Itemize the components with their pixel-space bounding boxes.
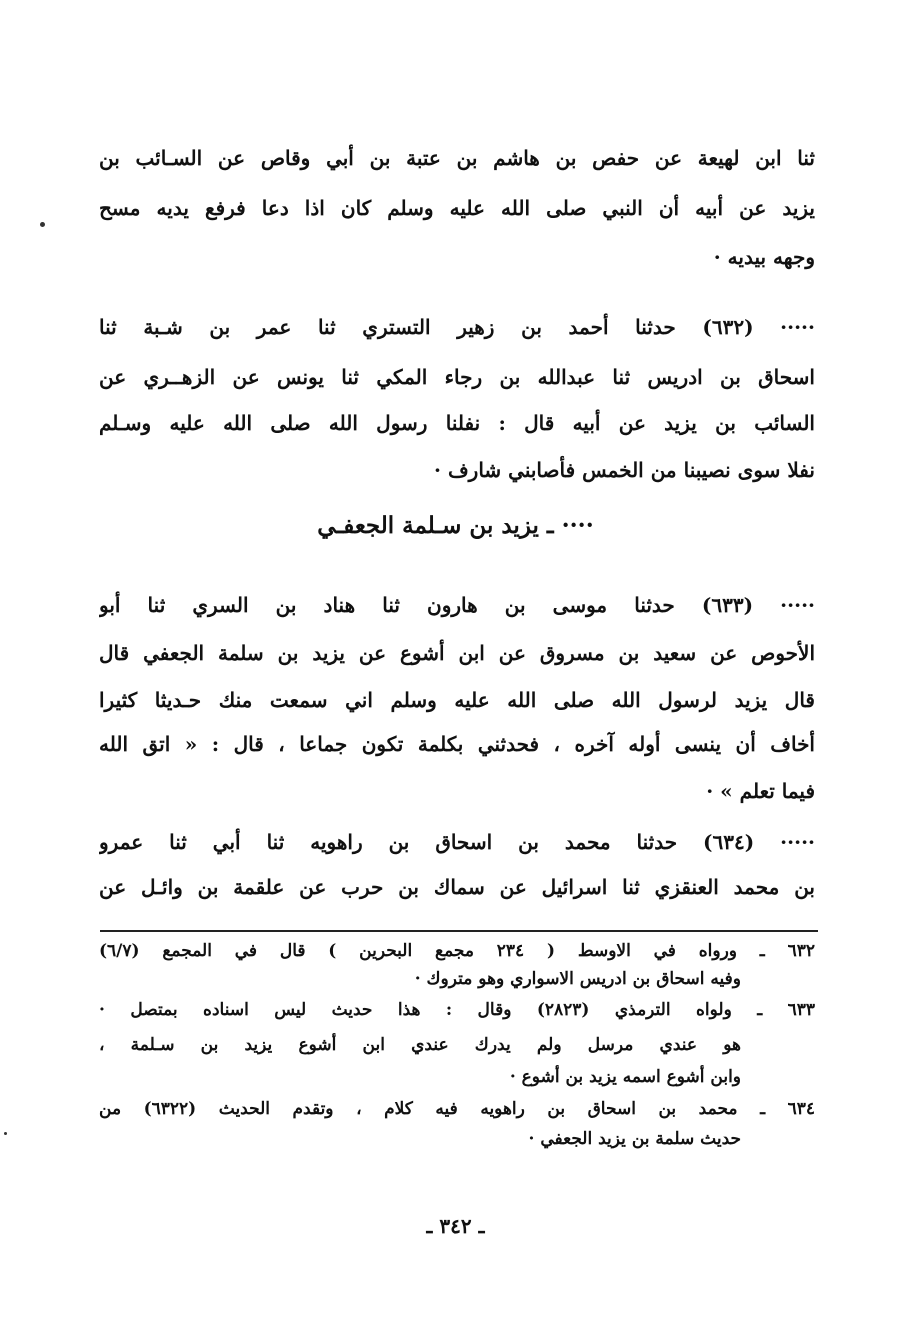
scan-speck xyxy=(40,222,45,227)
footnote-line: ٦٣٤ ـ محمد بن اسحاق بن راهويه فيه كلام ، وتقدم الحديث (٦٣٢٢) من xyxy=(99,1099,815,1119)
text-line: ····· (٦٣٣) حدثنا موسى بن هارون ثنا هناد بن السري ثنا أبو xyxy=(99,593,815,617)
footnote-separator xyxy=(100,930,818,932)
footnote-line: وابن أشوع اسمه يزيد بن أشوع · xyxy=(509,1067,741,1087)
footnote-line: حديث سلمة بن يزيد الجعفي · xyxy=(528,1129,741,1149)
footnote-line: هو عندي مرسل ولم يدرك عندي ابن أشوع يزيد بن سـلمة ، xyxy=(99,1035,741,1055)
footnote-line: وفيه اسحاق بن ادريس الاسواري وهو متروك · xyxy=(414,969,741,989)
text-line: وجهه بيديه · xyxy=(713,245,815,269)
page-number: ـ ٣٤٢ ـ xyxy=(426,1214,485,1238)
footnote-line: ٦٣٣ ـ ولواه الترمذي (٢٨٢٣) وقال : هذا حديث ليس اسناده بمتصل · xyxy=(99,1000,815,1020)
text-line: فيما تعلم » · xyxy=(706,779,815,803)
text-line: يزيد عن أبيه أن النبي صلى الله عليه وسلم كان اذا دعا فرفع يديه مسح xyxy=(99,196,815,220)
text-line: ····· (٦٣٢) حدثنا أحمد بن زهير التستري ثنا عمر بن شـبة ثنا xyxy=(99,315,815,339)
text-line: نفلا سوى نصيبنا من الخمس فأصابني شارف · xyxy=(434,458,815,482)
footnote-line: ٦٣٢ ـ ورواه في الاوسط ( ٢٣٤ مجمع البحرين ) قال في المجمع (٦/٧) xyxy=(99,941,815,961)
text-line: ثنا ابن لهيعة عن حفص بن هاشم بن عتبة بن أبي وقاص عن السـائب بن xyxy=(99,146,815,170)
text-line: قال يزيد لرسول الله صلى الله عليه وسلم اني سمعت منك حـديثا كثيرا xyxy=(99,688,815,712)
scan-speck xyxy=(4,1132,7,1135)
text-line: اسحاق بن ادريس ثنا عبدالله بن رجاء المكي ثنا يونس عن الزهــري عن xyxy=(99,365,815,389)
text-line: السائب بن يزيد عن أبيه قال : نفلنا رسول الله صلى الله عليه وسـلم xyxy=(99,411,815,435)
text-line: بن محمد العنقزي ثنا اسرائيل عن سماك بن حرب عن علقمة بن وائـل عن xyxy=(99,875,815,899)
text-line: ····· (٦٣٤) حدثنا محمد بن اسحاق بن راهويه ثنا أبي ثنا عمرو xyxy=(99,830,815,854)
section-heading: ···· ـ يزيد بن سـلمة الجعفـي xyxy=(317,512,594,539)
text-line: أخاف أن ينسى أوله آخره ، فحدثني بكلمة تكون جماعا ، قال : « اتق الله xyxy=(99,732,815,756)
text-line: الأحوص عن سعيد بن مسروق عن ابن أشوع عن يزيد بن سلمة الجعفي قال xyxy=(99,641,815,665)
